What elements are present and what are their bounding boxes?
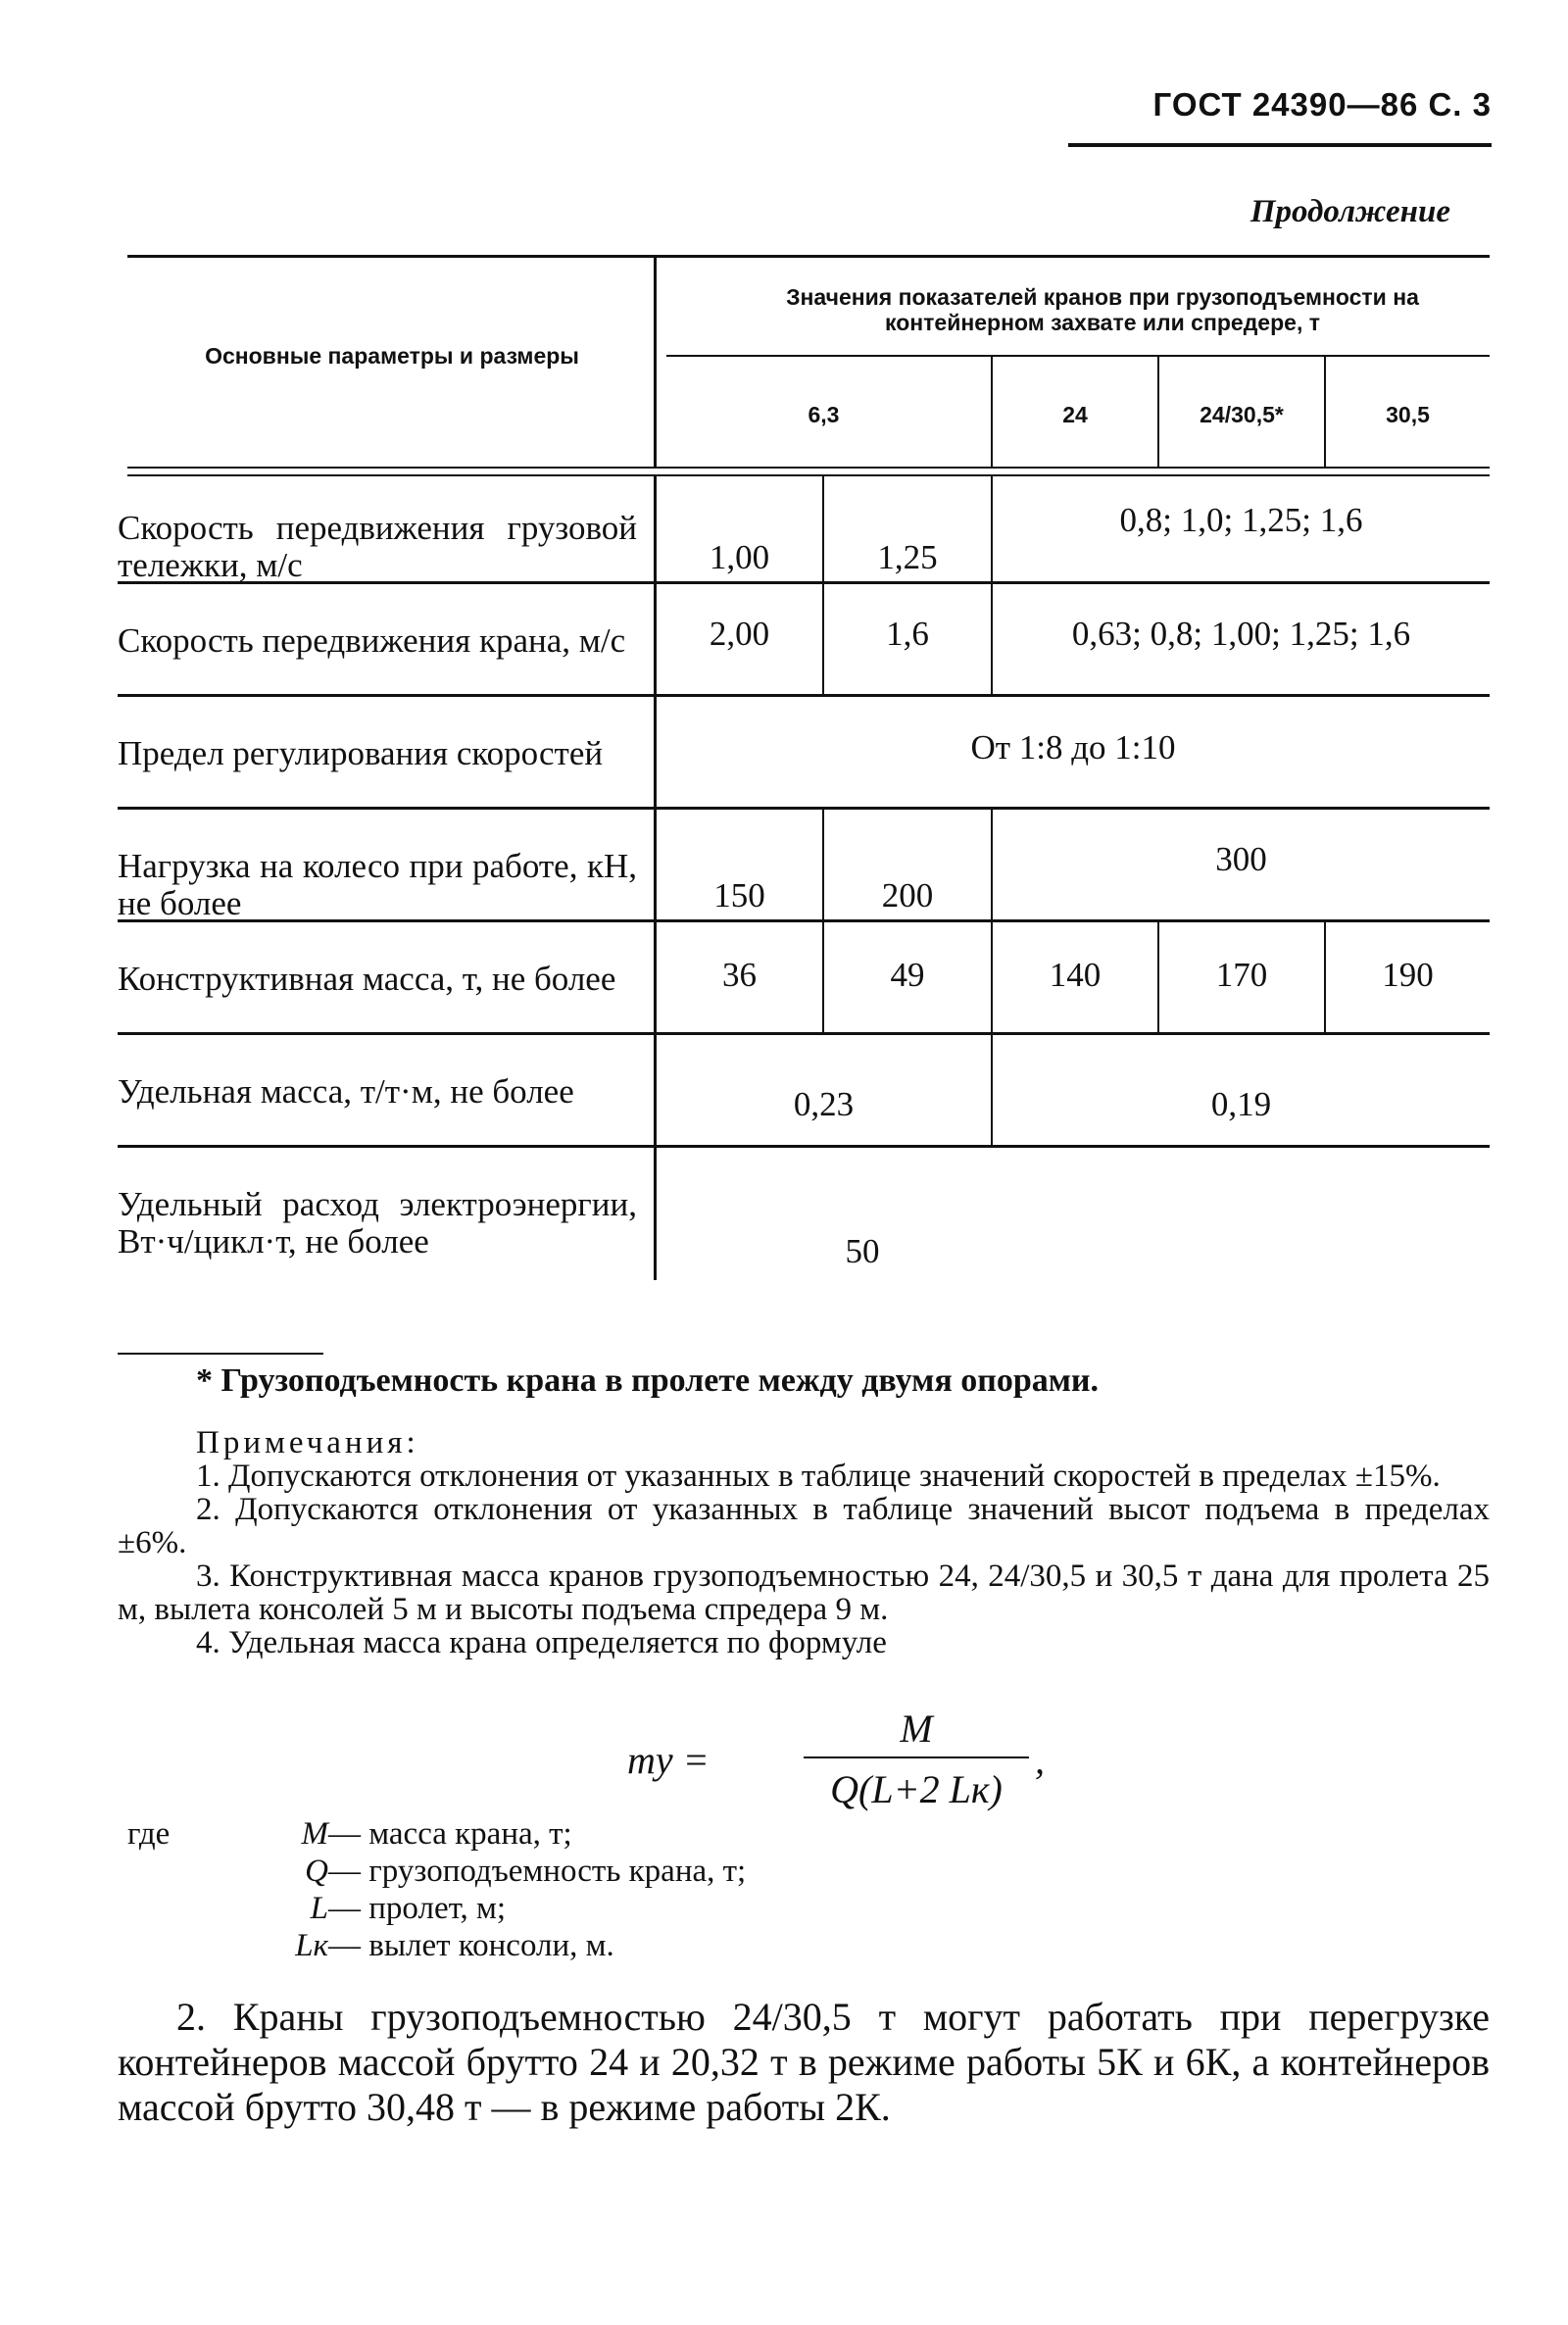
legend-symbol: L xyxy=(310,1891,328,1926)
legend-symbol: Q xyxy=(305,1854,328,1889)
table-top-rule xyxy=(127,255,1490,258)
param-header: Основные параметры и размеры xyxy=(205,343,579,369)
row-label: Скорость передвижения грузовой тележки, м/с xyxy=(118,509,637,584)
note-item: 4. Удельная масса крана определяется по формуле xyxy=(196,1625,887,1660)
table-cell: От 1:8 до 1:10 xyxy=(970,728,1176,767)
header-rule xyxy=(1068,143,1492,147)
row-label: Конструктивная масса, т, не более xyxy=(118,960,616,998)
row-label: Нагрузка на колесо при работе, кН, не более xyxy=(118,847,637,922)
table-cell: 1,6 xyxy=(886,615,929,653)
formula-lhs: mу = xyxy=(627,1738,710,1782)
table-cell: 50 xyxy=(845,1232,880,1270)
row-rule xyxy=(118,1145,1490,1148)
row-label: Удельный расход электроэнергии, Вт·ч/цикл·т, не более xyxy=(118,1185,637,1261)
row-rule xyxy=(118,807,1490,810)
header-bottom-rule-2 xyxy=(127,474,1490,476)
page-header xyxy=(1068,86,1492,145)
note-item: 1. Допускаются отклонения от указанных в таблице значений скоростей в пределах ±15%. xyxy=(196,1459,1441,1494)
table-cell: 0,63; 0,8; 1,00; 1,25; 1,6 xyxy=(1071,615,1411,653)
label-column-rule xyxy=(654,258,657,467)
formula-numerator: M xyxy=(900,1707,933,1751)
capacity-header: 6,3 xyxy=(808,402,840,427)
notes-section xyxy=(118,1426,1490,1659)
parameters-table xyxy=(118,253,1490,1311)
row-rule xyxy=(118,1032,1490,1035)
note-item: 3. Конструктивная масса кранов грузоподъемностью 24, 24/30,5 и 30,5 т дана для пролета 25 м, вылета консолей 5 м и высоты подъема спредера 9 м. xyxy=(118,1558,1490,1627)
formula-fraction-bar xyxy=(804,1756,1029,1758)
table-cell: 1,00 xyxy=(709,538,770,576)
table-cell: 190 xyxy=(1382,956,1434,994)
capacity-header: 24 xyxy=(1062,402,1088,427)
footnote-text: * Грузоподъемность крана в пролете между двумя опорами. xyxy=(196,1362,1099,1399)
table-cell: 0,23 xyxy=(793,1085,855,1123)
specific-mass-formula xyxy=(608,1706,1098,1813)
table-cell: 0,8; 1,0; 1,25; 1,6 xyxy=(1119,501,1363,539)
values-header: Значения показателей кранов при грузоподъемности на контейнерном захвате или спредере, т xyxy=(786,284,1419,335)
table-cell: 49 xyxy=(890,956,925,994)
legend-symbol: M xyxy=(301,1816,328,1852)
table-cell: 36 xyxy=(722,956,757,994)
table-cell: 2,00 xyxy=(709,615,770,653)
row-label: Скорость передвижения крана, м/с xyxy=(118,621,626,660)
header-bottom-rule xyxy=(127,467,1490,469)
row-label: Удельная масса, т/т·м, не более xyxy=(118,1072,574,1111)
paragraph-2: 2. Краны грузоподъемностью 24/30,5 т могут работать при перегрузке контейнеров массой брутто 24 и 20,32 т в режиме работы 5К и 6К, а контейнеров массой брутто 30,48 т — в режиме работы 2К. xyxy=(118,1995,1490,2129)
legend-item xyxy=(235,1815,921,1853)
table-cell: 200 xyxy=(881,876,934,915)
footnote-rule xyxy=(118,1353,323,1355)
legend-text: — пролет, м; xyxy=(328,1891,507,1926)
formula-comma: , xyxy=(1035,1738,1045,1782)
legend-text: — масса крана, т; xyxy=(328,1816,572,1852)
table-cell: 150 xyxy=(713,876,765,915)
capacity-header: 24/30,5* xyxy=(1200,402,1284,427)
legend-text: — грузоподъемность крана, т; xyxy=(328,1854,747,1889)
capacity-header: 30,5 xyxy=(1386,402,1430,427)
document-reference: ГОСТ 24390—86 С. 3 xyxy=(1152,86,1492,123)
notes-title: Примечания: xyxy=(196,1425,419,1460)
row-rule xyxy=(118,694,1490,697)
header-inner-rule xyxy=(666,355,1490,357)
table-cell: 0,19 xyxy=(1210,1085,1272,1123)
legend-item xyxy=(235,1853,921,1890)
legend-item xyxy=(235,1890,921,1927)
legend-text: — вылет консоли, м. xyxy=(328,1928,614,1963)
legend-where: где xyxy=(127,1816,171,1852)
table-cell: 1,25 xyxy=(877,538,938,576)
legend-list xyxy=(235,1815,921,1964)
table-cell: 170 xyxy=(1215,956,1268,994)
table-cell: 140 xyxy=(1049,956,1102,994)
legend-symbol: Lк xyxy=(295,1928,328,1963)
note-item: 2. Допускаются отклонения от указанных в таблице значений высот подъема в пределах ±6%. xyxy=(118,1492,1490,1560)
legend-item xyxy=(235,1927,921,1964)
row-label: Предел регулирования скоростей xyxy=(118,734,604,772)
formula-denominator: Q(L+2 Lк) xyxy=(830,1767,1003,1811)
continuation-label: Продолжение xyxy=(1250,194,1450,229)
table-cell: 300 xyxy=(1215,840,1267,878)
